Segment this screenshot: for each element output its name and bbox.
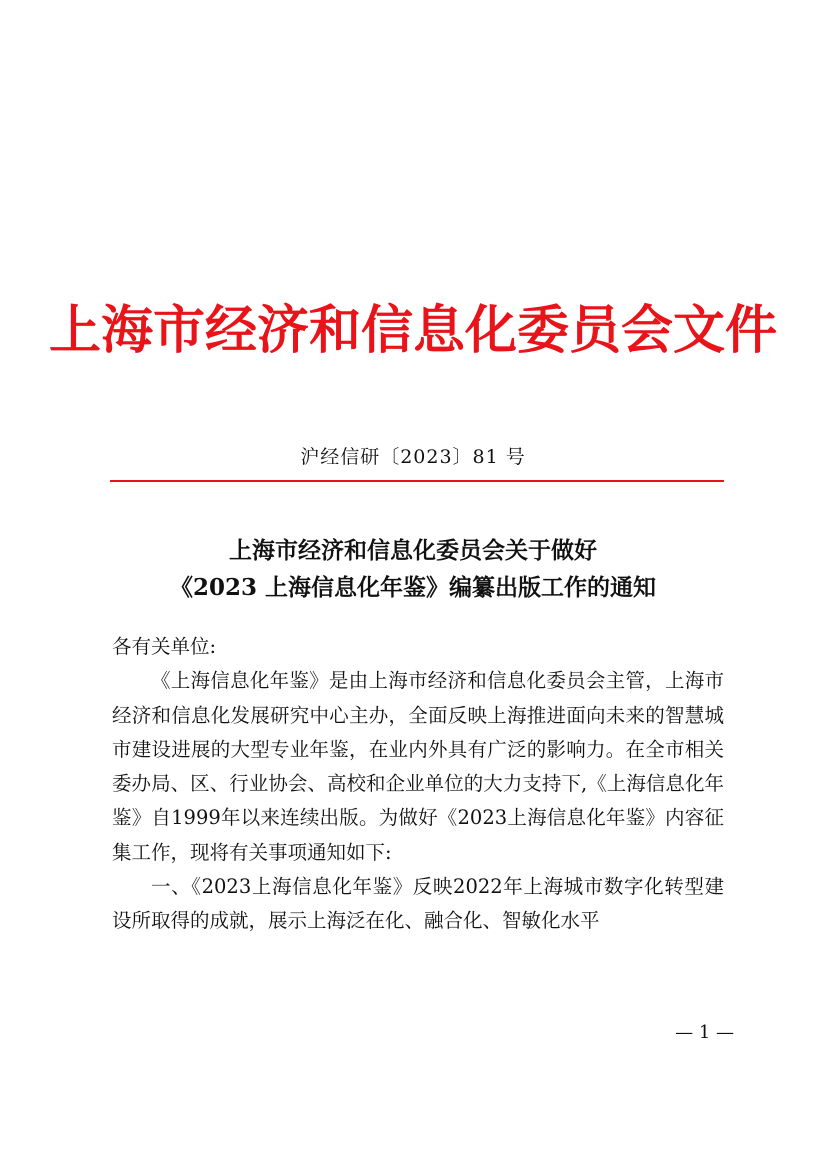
body-paragraph-1: 《上海信息化年鉴》是由上海市经济和信息化委员会主管，上海市经济和信息化发展研究中心主办，全面反映上海推进面向未来的智慧城市建设进展的大型专业年鉴，在业内外具有广泛的影响力。在全市相关委办局、区、行业协会、高校和企业单位的大力支持下,《上海信息化年鉴》自1999年以来连续出版。为做好《2023上海信息化年鉴》内容征集工作，现将有关事项通知如下: bbox=[112, 669, 724, 864]
notice-title bbox=[0, 532, 826, 606]
page-number: — 1 — bbox=[675, 1022, 734, 1043]
notice-title-line-2: 《2023 上海信息化年鉴》编纂出版工作的通知 bbox=[169, 574, 657, 601]
body-paragraph-2: 一、《2023上海信息化年鉴》反映2022年上海城市数字化转型建设所取得的成就，展示上海泛在化、融合化、智敏化水平 bbox=[112, 875, 724, 933]
salutation: 各有关单位: bbox=[112, 635, 217, 658]
document-number: 沪经信研〔2023〕81 号 bbox=[300, 446, 526, 468]
notice-title-line-1: 上海市经济和信息化委员会关于做好 bbox=[229, 537, 597, 564]
red-divider-line bbox=[110, 480, 724, 482]
document-header-title: 上海市经济和信息化委员会文件 bbox=[48, 300, 777, 361]
notice-body bbox=[112, 630, 724, 939]
